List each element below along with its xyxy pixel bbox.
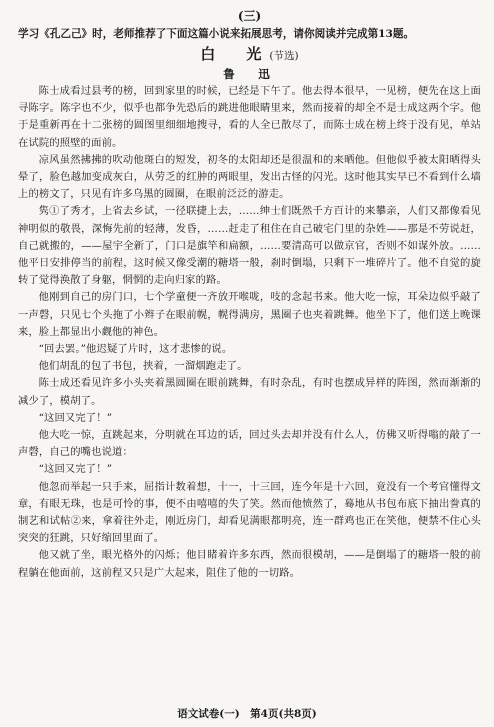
article-title: 白 光 <box>200 45 270 63</box>
paragraph: 他大吃一惊，直跳起来，分明就在耳边的话，回过头去却并没有什么人，仿佛又听得嗡的敲了一声磬，自己的嘴也说道： <box>18 429 481 459</box>
paragraph: 他们胡乱的包了书包，挟着，一溜烟跑走了。 <box>38 360 248 373</box>
article-subtitle: (节选) <box>269 50 299 62</box>
paragraph: 陈士成还看见许多小头夹着黑圆圈在眼前跳舞，有时杂乱，有时也摆成异样的阵图，然而渐渐的减少了，模胡了。 <box>18 377 481 407</box>
article-author: 鲁 迅 <box>223 67 276 81</box>
article-body <box>18 83 481 582</box>
paragraph: 他忽而举起一只手来，屈指计数着想，十一，十三回，连今年是十六回，竟没有一个考官懂得文章，有眼无珠，也是可怜的事，便不由嘻嘻的失了笑。然而他愤然了，蓦地从书包布底下抽出誊真的制艺和试帖②来，拿着往外走，刚近房门，却看见满眼都明亮，连一群鸡也正在笑他，便禁不住心头突突的狂跳，只好缩回里面了。 <box>18 480 481 545</box>
paragraph: “回去罢。”他迟疑了片时，这才悲惨的说。 <box>38 343 233 356</box>
paragraph: “这回又完了！” <box>38 463 113 476</box>
paragraph: 他又就了坐，眼光格外的闪烁；他目睹着许多东西，然而很模胡，——是倒塌了的糖塔一般的前程躺在他面前，这前程又只是广大起来，阻住了他的一切路。 <box>18 549 481 579</box>
article-title-line <box>18 43 481 65</box>
paragraph: 陈士成看过县考的榜，回到家里的时候，已经是下午了。他去得本很早，一见榜，便先在这上面寻陈字。陈字也不少，似乎也都争先恐后的跳进他眼睛里来，然而接着的却全不是士成这两个字。他于是重新再在十二张榜的圆图里细细地搜寻，看的人全已散尽了，而陈士成在榜上终于没有见，单站在试院的照壁的面前。 <box>18 85 481 149</box>
reading-instruction: 学习《孔乙己》时，老师推荐了下面这篇小说来拓展思考，请你阅读并完成第13题。 <box>18 28 415 40</box>
paragraph: 凉风虽然拂拂的吹动他斑白的短发，初冬的太阳却还是很温和的来晒他。但他似乎被太阳晒得头晕了，脸色越加变成灰白，从劳乏的红肿的两眼里，发出古怪的闪光。这时他其实早已不看到什么墙上的榜文了，只见有许多乌黑的圆圈，在眼前泛泛的游走。 <box>18 153 481 201</box>
paragraph: 隽①了秀才，上省去乡试，一径联捷上去，……绅士们既然千方百计的来攀亲，人们又都像看见神明似的敬畏，深悔先前的轻薄，发昏，……赶走了租住在自己破宅门里的杂姓——那是不劳说赶，自己就搬的，——屋宇全新了，门口是旗竿和扁额，……要清高可以做京官，否则不如谋外放。……他平日安排停当的前程，这时候又像受潮的糖塔一般，刹时倒塌，只剩下一堆碎片了。他不自觉的旋转了觉得涣散了身躯，惘惘的走向归家的路。 <box>18 205 481 287</box>
section-number: (三) <box>237 9 262 23</box>
page-footer: 语文试卷(一) 第4页(共8页) <box>177 708 317 720</box>
paragraph: “这回又完了！” <box>38 411 113 424</box>
paragraph: 他刚到自己的房门口，七个学童便一齐放开喉咙，吱的念起书来。他大吃一惊，耳朵边似乎敲了一声磬，只见七个头拖了小辫子在眼前幌，幌得满房，黑圈子也夹着跳舞。他坐下了，他们送上晚课来，脸上都显出小觑他的神色。 <box>18 291 481 338</box>
